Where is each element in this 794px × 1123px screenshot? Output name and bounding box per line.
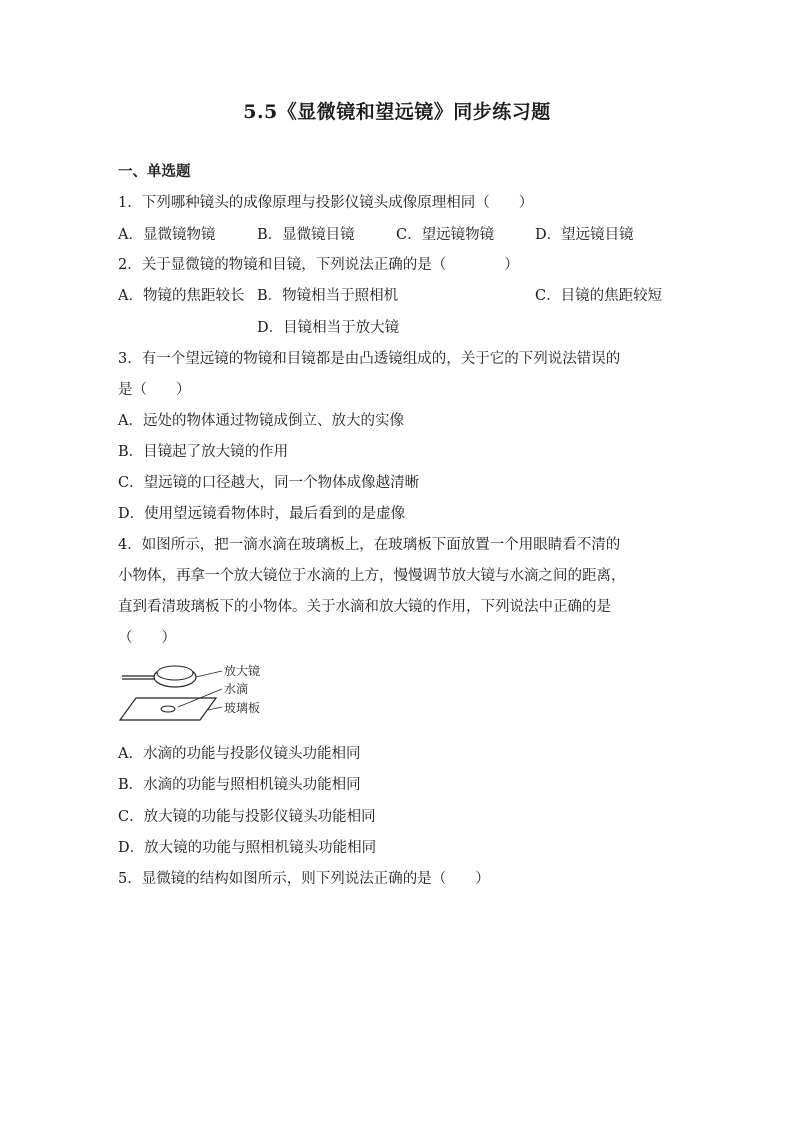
q4-option-d[interactable]: D．放大镜的功能与照相机镜头功能相同 [118, 840, 377, 856]
figure-label-water-drop: 水滴 [224, 682, 249, 696]
section-heading: 一、单选题 [118, 163, 191, 180]
q3-option-d[interactable]: D．使用望远镜看物体时，最后看到的是虚像 [118, 506, 406, 522]
question-4-stem-line2: 小物体，再拿一个放大镜位于水滴的上方，慢慢调节放大镜与水滴之间的距离， [118, 568, 626, 584]
question-4-stem-line4: （ ） [118, 630, 176, 646]
question-3-stem-line2: 是（ ） [118, 382, 191, 398]
page-title: 5.5《显微镜和望远镜》同步练习题 [243, 101, 551, 123]
q3-option-a[interactable]: A．远处的物体通过物镜成倒立、放大的实像 [118, 413, 404, 429]
question-2-stem: 2．关于显微镜的物镜和目镜，下列说法正确的是（ ） [118, 257, 519, 273]
q3-option-c[interactable]: C．望远镜的口径越大，同一个物体成像越清晰 [118, 475, 420, 491]
magnifier-figure [118, 660, 288, 724]
q3-option-b[interactable]: B．目镜起了放大镜的作用 [118, 444, 289, 460]
water-drop-shape [161, 706, 175, 712]
magnifier-diagram [118, 660, 288, 724]
q1-option-c[interactable]: C．望远镜物镜 [396, 227, 495, 243]
figure-label-magnifier: 放大镜 [224, 664, 261, 678]
question-5-stem: 5．显微镜的结构如图所示，则下列说法正确的是（ ） [118, 871, 490, 887]
q4-option-c[interactable]: C．放大镜的功能与投影仪镜头功能相同 [118, 809, 376, 825]
question-3-stem-line1: 3．有一个望远镜的物镜和目镜都是由凸透镜组成的，关于它的下列说法错误的 [118, 351, 621, 367]
q2-option-c[interactable]: C．目镜的焦距较短 [535, 288, 663, 304]
q1-option-d[interactable]: D．望远镜目镜 [535, 227, 634, 243]
q1-option-b[interactable]: B．显微镜目镜 [257, 227, 355, 243]
question-4-stem-line1: 4．如图所示，把一滴水滴在玻璃板上，在玻璃板下面放置一个用眼睛看不清的 [118, 537, 621, 553]
figure-label-glass-plate: 玻璃板 [224, 701, 261, 715]
q4-option-b[interactable]: B．水滴的功能与照相机镜头功能相同 [118, 777, 361, 793]
question-4-stem-line3: 直到看清玻璃板下的小物体。关于水滴和放大镜的作用，下列说法中正确的是 [118, 599, 611, 615]
q2-option-a[interactable]: A．物镜的焦距较长 [118, 288, 245, 304]
question-1-stem: 1．下列哪种镜头的成像原理与投影仪镜头成像原理相同（ ） [118, 195, 534, 211]
q2-option-b[interactable]: B．物镜相当于照相机 [257, 288, 399, 304]
magnifier-lens-inner [157, 666, 193, 680]
q2-option-d[interactable]: D．目镜相当于放大镜 [257, 320, 400, 336]
q1-option-a[interactable]: A．显微镜物镜 [118, 227, 216, 243]
q4-option-a[interactable]: A．水滴的功能与投影仪镜头功能相同 [118, 746, 361, 762]
